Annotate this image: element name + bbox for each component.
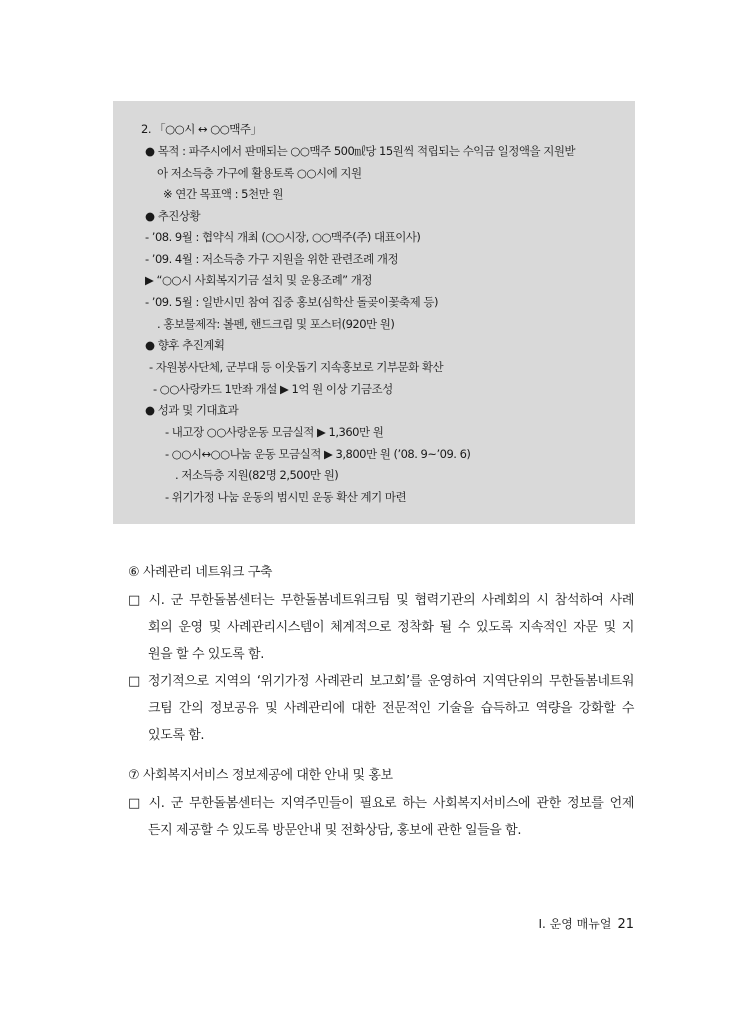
box-line: - 자원봉사단체, 군부대 등 이웃돕기 지속홍보로 기부문화 확산 (149, 360, 444, 374)
page-footer (539, 916, 635, 933)
section-heading: ⑦ 사회복지서비스 정보제공에 대한 안내 및 홍보 (128, 768, 393, 783)
paragraph-line: 크팀 간의 정보공유 및 사례관리에 대한 전문적인 기술을 습득하고 역량을 강화할 수 (148, 701, 634, 716)
box-line: - ’09. 5월 : 일반시민 참여 집중 홍보(심학산 돌곶이꽃축제 등) (145, 295, 438, 309)
paragraph-line: □ 시. 군 무한돌봄센터는 지역주민들이 필요로 하는 사회복지서비스에 관한 정보를 언제 (128, 796, 634, 811)
box-line: - ○○시↔○○나눔 운동 모금실적 ▶ 3,800만 원 (’08. 9~’09. 6) (165, 447, 471, 461)
box-line: - ○○사랑카드 1만좌 개설 ▶ 1억 원 이상 기금조성 (153, 382, 393, 396)
box-line: ● 성과 및 기대효과 (145, 403, 239, 417)
paragraph-line: 회의 운영 및 사례관리시스템이 체계적으로 정착화 될 수 있도록 지속적인 자문 및 지 (148, 620, 634, 635)
paragraph-line: 있도록 함. (148, 728, 205, 743)
box-line: ※ 연간 목표액 : 5천만 원 (163, 187, 283, 201)
box-line: - ’09. 4월 : 저소득층 가구 지원을 위한 관련조례 개정 (145, 252, 399, 266)
box-line: ● 추진상황 (145, 209, 201, 223)
box-line: - 위기가정 나눔 운동의 범시민 운동 확산 계기 마련 (165, 490, 407, 504)
paragraph-line: □ 정기적으로 지역의 ‘위기가정 사례관리 보고회’를 운영하여 지역단위의 무한돌봄네트워 (128, 674, 634, 689)
paragraph-line: 든지 제공할 수 있도록 방문안내 및 전화상담, 홍보에 관한 일들을 함. (148, 823, 522, 838)
paragraph-line: □ 시. 군 무한돌봄센터는 무한돌봄네트워크팀 및 협력기관의 사례회의 시 참석하여 사례 (128, 593, 634, 608)
page-number: 21 (617, 917, 634, 932)
box-line: . 저소득층 지원(82명 2,500만 원) (175, 468, 339, 482)
box-line: 아 저소득층 가구에 활용토록 ○○시에 지원 (157, 166, 362, 180)
box-line: ▶ “○○시 사회복지기금 설치 및 운용조례” 개정 (145, 273, 373, 287)
paragraph-line: 원을 할 수 있도록 함. (148, 647, 264, 662)
box-line: ● 향후 추진계획 (145, 338, 225, 352)
footer-section-label: Ⅰ. 운영 매뉴얼 (538, 917, 612, 931)
section-heading: ⑥ 사례관리 네트워크 구축 (128, 565, 273, 580)
box-line: . 홍보물제작: 볼펜, 핸드크림 및 포스터(920만 원) (157, 317, 395, 331)
box-line: - 내고장 ○○사랑운동 모금실적 ▶ 1,360만 원 (165, 425, 384, 439)
box-line: - ’08. 9월 : 협약식 개최 (○○시장, ○○맥주(주) 대표이사) (145, 230, 421, 244)
box-line: ● 목적 : 파주시에서 판매되는 ○○맥주 500㎖당 15원씩 적립되는 수익금 일정액을 지원받 (145, 144, 576, 158)
box-title: 2. 「○○시 ↔ ○○맥주」 (141, 122, 262, 136)
